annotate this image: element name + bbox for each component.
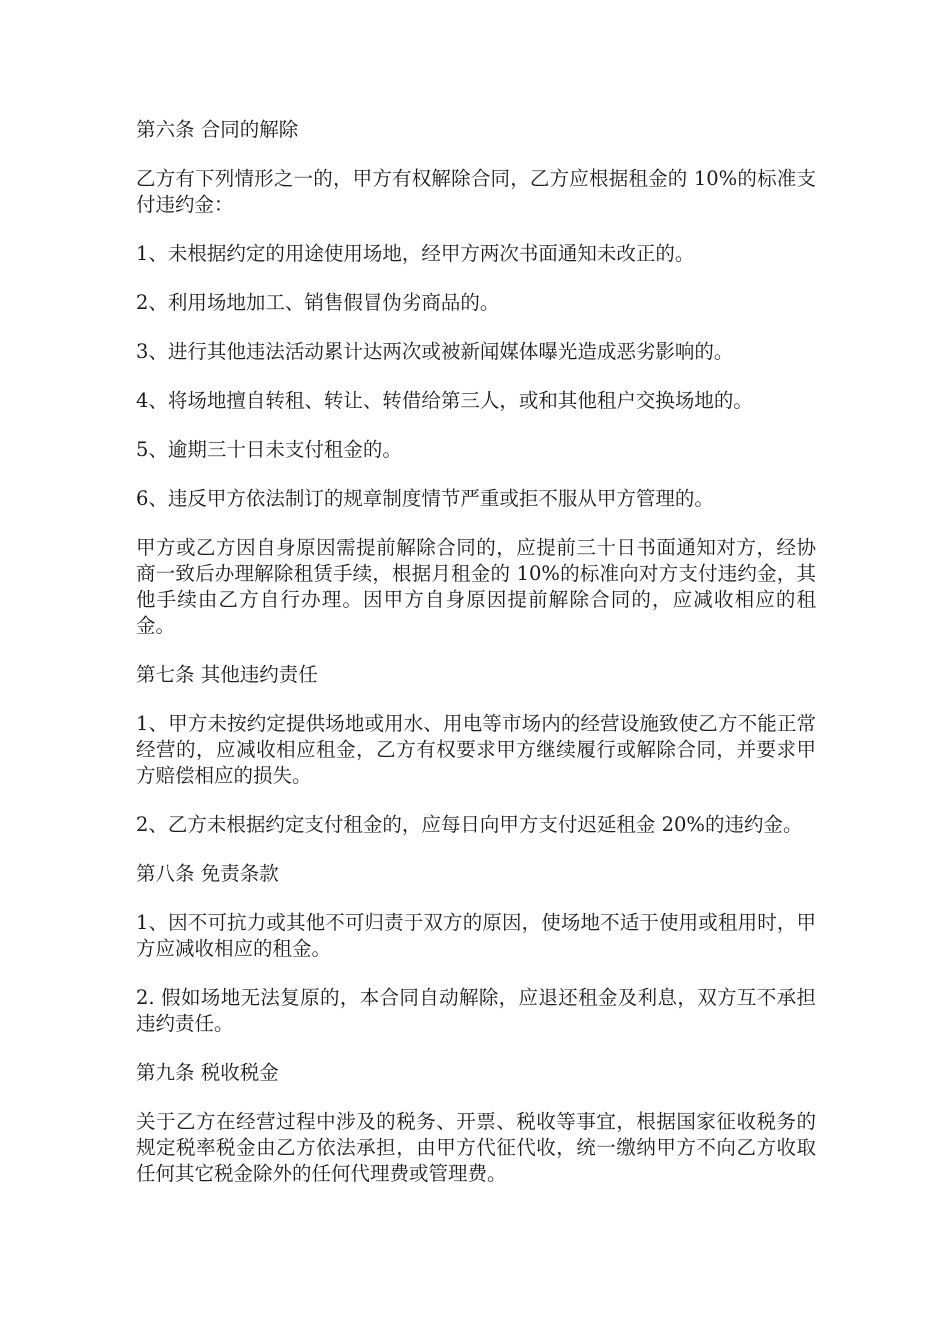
list-item: 4、将场地擅自转租、转让、转借给第三人，或和其他租户交换场地的。 bbox=[136, 389, 753, 412]
list-item: 1、未根据约定的用途使用场地，经甲方两次书面通知未改正的。 bbox=[136, 242, 695, 265]
list-item: 1、甲方未按约定提供场地或用水、用电等市场内的经营设施致使乙方不能正常经营的，应减收相应租金，乙方有权要求甲方继续履行或解除合同，并要求甲方赔偿相应的损失。 bbox=[136, 712, 816, 787]
list-item: 5、逾期三十日未支付租金的。 bbox=[136, 438, 402, 461]
section-heading-6: 第六条 合同的解除 bbox=[136, 118, 299, 141]
section-heading-8: 第八条 免责条款 bbox=[136, 862, 279, 885]
list-item: 6、违反甲方依法制订的规章制度情节严重或拒不服从甲方管理的。 bbox=[136, 487, 714, 510]
paragraph: 甲方或乙方因自身原因需提前解除合同的，应提前三十日书面通知对方，经协商一致后办理解除租赁手续，根据月租金的 10%的标准向对方支付违约金，其他手续由乙方自行办理。因甲方自身原因提前解除合同的，应减收相应的租金。 bbox=[136, 536, 816, 637]
paragraph: 乙方有下列情形之一的，甲方有权解除合同，乙方应根据租金的 10%的标准支付违约金： bbox=[136, 167, 816, 216]
section-heading-7: 第七条 其他违约责任 bbox=[136, 663, 318, 686]
list-item: 2、乙方未根据约定支付租金的，应每日向甲方支付迟延租金 20%的违约金。 bbox=[136, 813, 803, 836]
section-heading-9: 第九条 税收税金 bbox=[136, 1061, 279, 1084]
document-page bbox=[136, 117, 816, 1210]
list-item: 1、因不可抗力或其他不可归责于双方的原因，使场地不适于使用或租用时，甲方应减收相应的租金。 bbox=[136, 911, 816, 960]
list-item: 3、进行其他违法活动累计达两次或被新闻媒体曝光造成恶劣影响的。 bbox=[136, 340, 734, 363]
paragraph: 关于乙方在经营过程中涉及的税务、开票、税收等事宜，根据国家征收税务的规定税率税金由乙方依法承担，由甲方代征代收，统一缴纳甲方不向乙方收取任何其它税金除外的任何代理费或管理费。 bbox=[136, 1110, 816, 1185]
list-item: 2. 假如场地无法复原的，本合同自动解除，应退还租金及利息，双方互不承担违约责任。 bbox=[136, 986, 816, 1035]
list-item: 2、利用场地加工、销售假冒伪劣商品的。 bbox=[136, 291, 500, 314]
